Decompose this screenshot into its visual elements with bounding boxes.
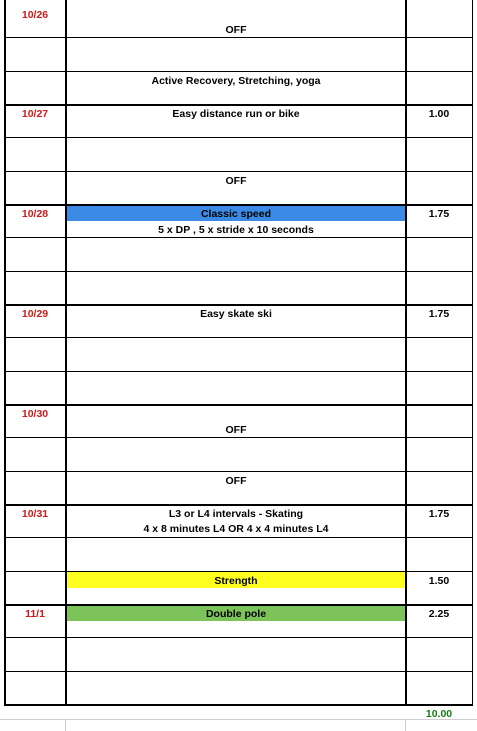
day-separator (4, 104, 473, 106)
row-line (4, 371, 473, 372)
row-line (4, 337, 473, 338)
date-cell: 10/31 (21, 508, 49, 520)
row-line (4, 571, 473, 572)
day-separator (4, 604, 473, 606)
hours-cell: 1.00 (428, 108, 450, 120)
row-line (4, 471, 473, 472)
total-hours: 10.00 (425, 708, 453, 720)
row-line (4, 37, 473, 38)
row-line (4, 437, 473, 438)
date-cell: 10/28 (21, 208, 49, 220)
workout-entry: Strength (214, 575, 258, 587)
row-line (4, 671, 473, 672)
workout-entry: Active Recovery, Stretching, yoga (151, 75, 321, 87)
day-separator (4, 304, 473, 306)
row-line (4, 71, 473, 72)
date-cell: 10/30 (21, 408, 49, 420)
sheet-gridline (65, 719, 66, 731)
workout-entry: OFF (225, 475, 247, 487)
day-separator (4, 404, 473, 406)
workout-entry: Easy skate ski (200, 308, 272, 320)
row-line (4, 237, 473, 238)
workout-entry: Classic speed (200, 208, 272, 220)
hours-cell: 1.50 (428, 575, 450, 587)
workout-entry: 5 x DP , 5 x stride x 10 seconds (158, 224, 314, 236)
workout-entry: OFF (225, 24, 247, 36)
row-line (4, 271, 473, 272)
hours-cell: 1.75 (428, 208, 450, 220)
hours-cell: 1.75 (428, 508, 450, 520)
row-line (4, 171, 473, 172)
workout-entry: Easy distance run or bike (172, 108, 300, 120)
day-separator (4, 504, 473, 506)
date-cell: 10/26 (21, 9, 49, 21)
workout-entry: L3 or L4 intervals - Skating (168, 508, 304, 520)
date-cell: 11/1 (25, 608, 45, 620)
workout-entry: OFF (225, 424, 247, 436)
row-line (4, 137, 473, 138)
workout-entry: 4 x 8 minutes L4 OR 4 x 4 minutes L4 (143, 523, 329, 535)
hours-cell: 2.25 (428, 608, 450, 620)
date-cell: 10/29 (21, 308, 49, 320)
workout-entry: OFF (225, 175, 247, 187)
workout-entry: Double pole (205, 608, 267, 620)
date-cell: 10/27 (21, 108, 49, 120)
day-separator (4, 204, 473, 206)
row-line (4, 637, 473, 638)
table-bottom-line (4, 704, 473, 706)
row-line (4, 537, 473, 538)
hours-cell: 1.75 (428, 308, 450, 320)
